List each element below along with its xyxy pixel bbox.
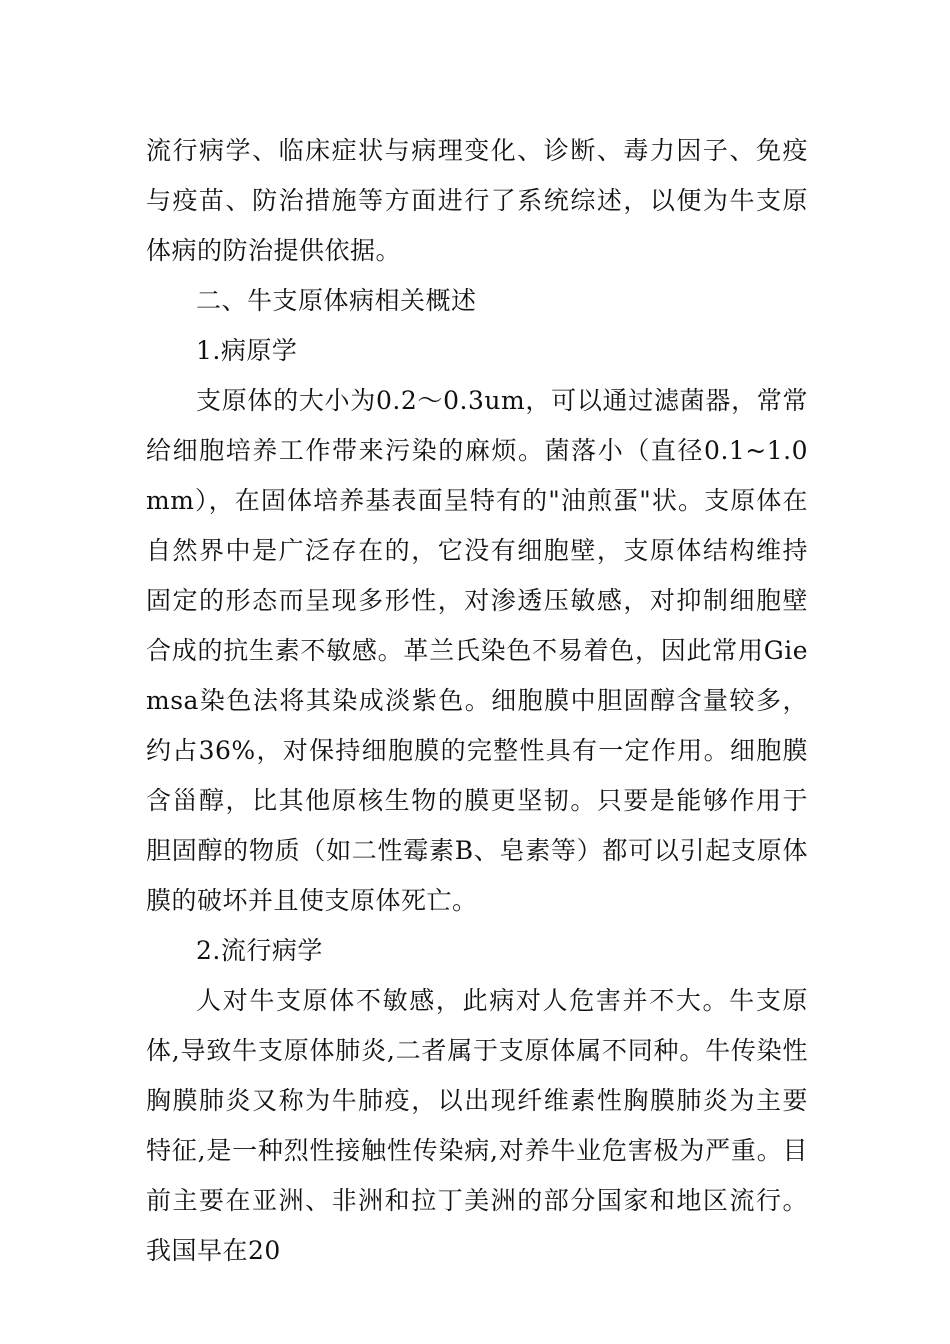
paragraph-epidemiology: 人对牛支原体不敏感，此病对人危害并不大。牛支原体,导致牛支原体肺炎,二者属于支原体属不同种。牛传染性胸膜肺炎又称为牛肺疫，以出现纤维素性胸膜肺炎为主要特征,是一种烈性接触性传染病,对养牛业危害极为严重。目前主要在亚洲、非洲和拉丁美洲的部分国家和地区流行。我国早在20 [146,986,808,1265]
subsection-heading-epidemiology: 2.流行病学 [196,936,323,965]
paragraph-intro-continuation: 流行病学、临床症状与病理变化、诊断、毒力因子、免疫与疫苗、防治措施等方面进行了系统综述，以便为牛支原体病的防治提供依据。 [146,136,808,265]
section-heading-overview: 二、牛支原体病相关概述 [196,286,477,315]
paragraph-etiology: 支原体的大小为0.2～0.3um，可以通过滤菌器，常常给细胞培养工作带来污染的麻烦。菌落小（直径0.1~1.0mm），在固体培养基表面呈特有的"油煎蛋"状。支原体在自然界中是广泛存在的，它没有细胞壁，支原体结构维持固定的形态而呈现多形性，对渗透压敏感，对抑制细胞壁合成的抗生素不敏感。革兰氏染色不易着色，因此常用Giemsa染色法将其染成淡紫色。细胞膜中胆固醇含量较多，约占36%，对保持细胞膜的完整性具有一定作用。细胞膜含甾醇，比其他原核生物的膜更坚韧。只要是能够作用于胆固醇的物质（如二性霉素B、皂素等）都可以引起支原体膜的破坏并且使支原体死亡。 [146,386,808,915]
subsection-heading-etiology: 1.病原学 [196,336,298,365]
document-body [146,126,808,1276]
